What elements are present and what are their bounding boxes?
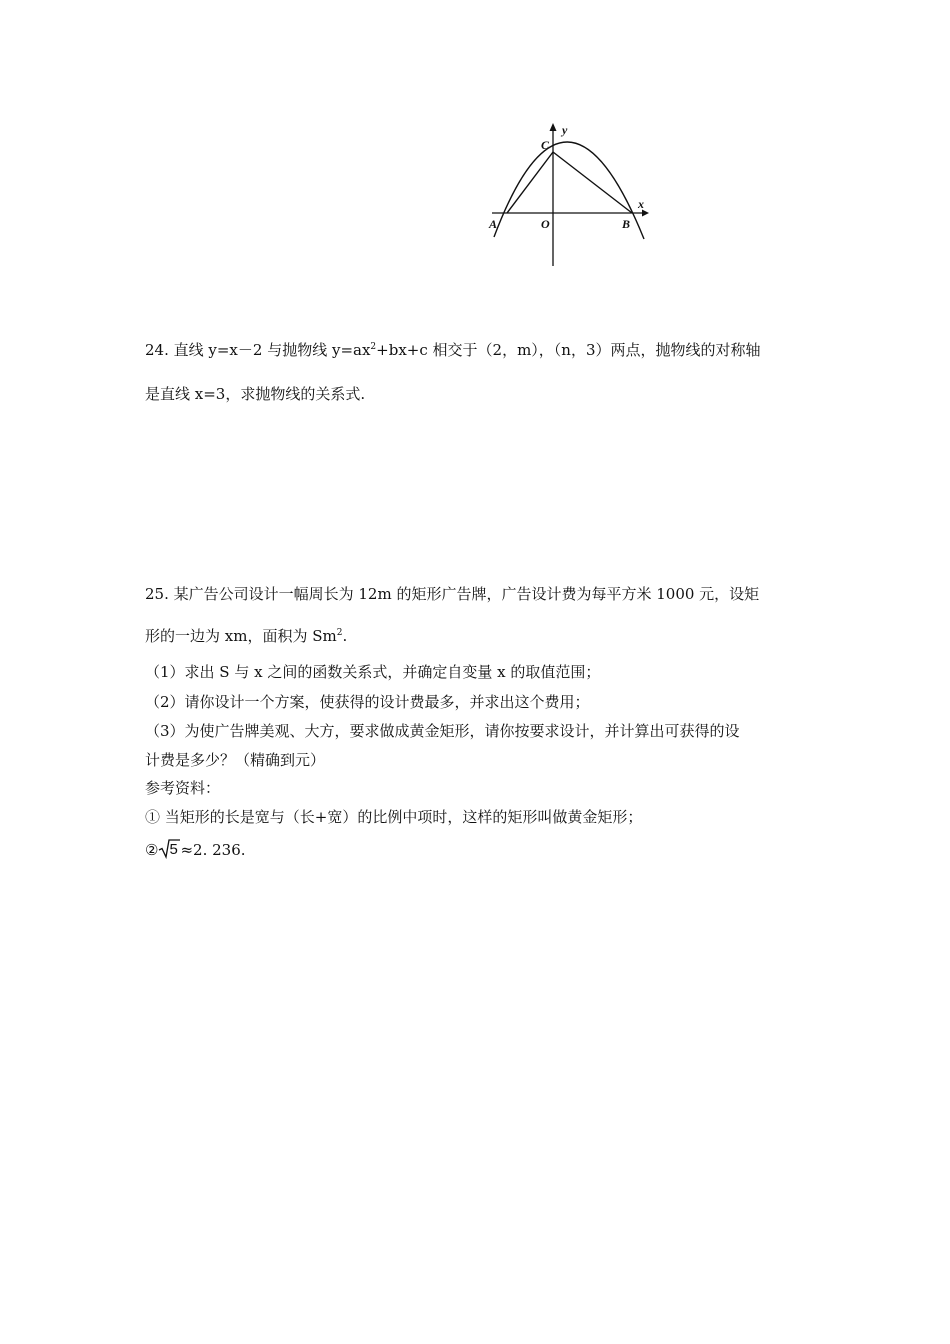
q25-text-b: . (342, 627, 348, 645)
q25-part2: （2）请你设计一个方案，使获得的设计费最多，并求出这个费用； (145, 693, 590, 711)
label-x: x (638, 197, 644, 211)
y-axis-arrow (550, 123, 557, 131)
label-b: B (622, 217, 631, 231)
q24-text-a: 24. 直线 y=x－2 与抛物线 y=ax (145, 341, 371, 359)
sqrt-five (158, 839, 180, 859)
circled-two: ② (145, 841, 159, 859)
label-c: C (541, 138, 550, 152)
label-y: y (562, 123, 568, 137)
segment-cb (553, 152, 632, 213)
approx-value: ≈2. 236. (180, 841, 246, 859)
label-a: A (489, 217, 498, 231)
q25-line2 (145, 626, 347, 646)
q24-line2: 是直线 x=3，求抛物线的关系式. (145, 385, 366, 403)
q25-exponent: 2 (336, 628, 343, 638)
q25-line1: 25. 某广告公司设计一幅周长为 12m 的矩形广告牌，广告设计费为每平方米 1000 元，设矩 (145, 585, 760, 603)
q25-part1: （1）求出 S 与 x 之间的函数关系式，并确定自变量 x 的取值范围； (145, 663, 601, 681)
q25-part3-line1: （3）为使广告牌美观、大方，要求做成黄金矩形，请你按要求设计，并计算出可获得的设 (145, 722, 740, 740)
q24-line1 (145, 340, 761, 360)
q25-part3-line2: 计费是多少？（精确到元） (145, 751, 326, 769)
label-o: O (541, 217, 550, 231)
radicand: 5 (169, 841, 178, 858)
parabola-figure (480, 118, 660, 273)
q25-text-a: 形的一边为 xm，面积为 Sm (145, 627, 337, 645)
q25-reference-2 (145, 839, 246, 860)
q25-reference-1: ① 当矩形的长是宽与（长+宽）的比例中项时，这样的矩形叫做黄金矩形； (145, 808, 643, 826)
q24-exponent: 2 (370, 342, 377, 352)
q24-text-b: +bx+c 相交于（2，m），（n，3）两点，抛物线的对称轴 (376, 341, 761, 359)
parabola-diagram (480, 118, 660, 273)
segment-ac (507, 152, 553, 213)
q25-reference-title: 参考资料： (145, 779, 221, 797)
